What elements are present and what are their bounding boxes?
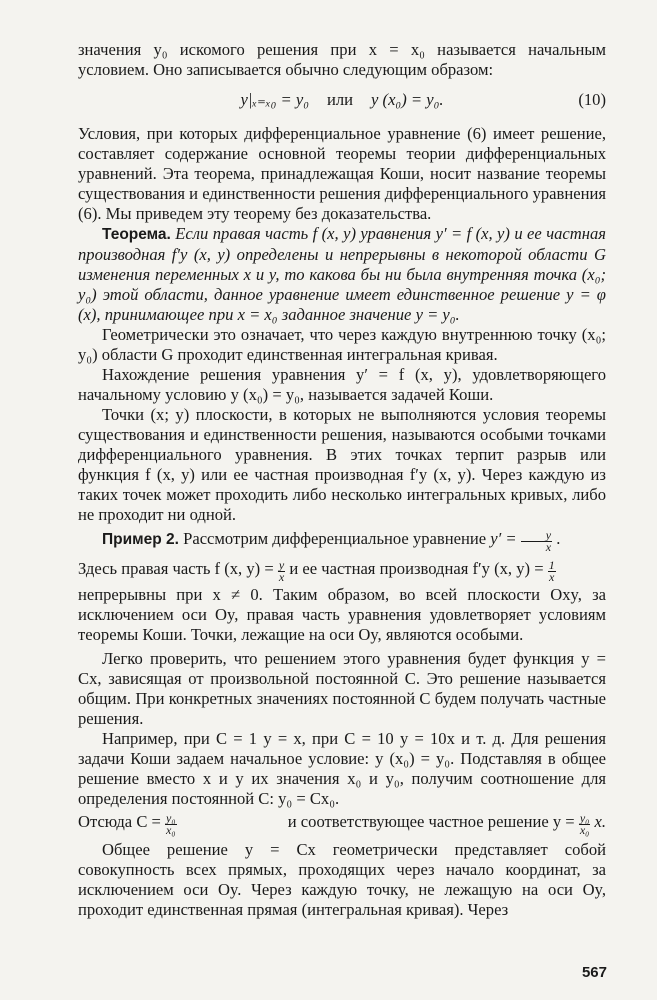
equation-10 — [78, 89, 606, 111]
paragraph-general-solution: Легко проверить, что решением этого уравнения будет функция y = Cx, зависящая от произвольной постоянной C. Это решение называется общим. При конкретных значениях постоянной C будем получать частные решения. — [78, 649, 606, 728]
fraction-y-over-x: $\frac{y}{x}$ — [521, 530, 552, 553]
example-rest: непрерывны при x ≠ 0. Таким образом, во всей плоскости Oxy, за исключением оси Oy, правая часть уравнения удовлетворяет условиям теоремы Коши. Точки, лежащие на оси Oy, являются особыми. — [78, 585, 606, 644]
paragraph-initial-condition: значения y₀ искомого решения при x = x₀ называется начальным условием. Оно записывается обычно следующим образом: — [78, 40, 606, 79]
example-eq-lhs: y′ = — [490, 529, 517, 548]
paragraph-cauchy-problem: Нахождение решения уравнения y′ = f (x, y), удовлетворяющего начальному условию y (x₀) = y₀, называется задачей Коши. — [78, 365, 606, 404]
paragraph-hence: Отсюда C = $\frac{\text{y₀}}{\text{x₀}}$ и соответствующее частное решение y = $\frac{\text{y₀}}{\text{x₀}}$ x. — [78, 811, 606, 837]
paragraph-singular-points: Точки (x; y) плоскости, в которых не выполняются условия теоремы существования и единственности решения, называются особыми точками дифференциального уравнения. В этих точках терпит разрыв или функция f (x, y) или ее частная производная f′y (x, y). Через каждую из таких точек может проходить либо несколько интегральных кривых, либо не проходит ни одной. — [78, 405, 606, 524]
fraction-y0-over-x0-2: $\frac{\text{y₀}}{\text{x₀}}$ — [579, 811, 590, 837]
fraction-y-over-x-2: $\frac{y}{x}$ — [278, 558, 285, 584]
example-lead: Рассмотрим дифференциальное уравнение — [183, 529, 487, 548]
example-line-2: Здесь правая часть f (x, y) = $\frac{y}{x}$ и ее частная производная f′y (x, y) = $\frac{1}{x}$ — [78, 558, 555, 584]
equation-number: (10) — [578, 90, 606, 109]
page-body — [78, 40, 606, 920]
theorem-heading: Теорема. — [102, 226, 171, 243]
paragraph-conditions: Условия, при которых дифференциальное уравнение (6) имеет решение, составляет содержание основной теоремы теории дифференциальных уравнений. Эта теорема, принадлежащая Коши, носит название теоремы существования и единственности решения дифференциального уравнения (6). Мы приведем эту теорему без доказательства. — [78, 124, 606, 223]
example-2 — [78, 529, 606, 645]
equation-or: или — [326, 90, 354, 109]
theorem — [78, 224, 606, 325]
page-number: 567 — [581, 964, 607, 981]
fraction-1-over-x: $\frac{1}{x}$ — [548, 558, 555, 584]
example-heading: Пример 2. — [102, 531, 179, 548]
paragraph-geometric: Геометрически это означает, что через каждую внутреннюю точку (x₀; y₀) области G проходит единственная интегральная кривая. — [78, 325, 606, 364]
equation-right: y (x₀) = y₀. — [371, 90, 444, 109]
equation-left: y|ₓ₌ₓ₀ = y₀ — [240, 90, 309, 109]
theorem-text: Если правая часть f (x, y) уравнения y′ = f (x, y) и ее частная производная f′y (x, y) определены и непрерывны в некоторой области G изменения переменных x и y, то какова бы ни была внутренняя точка (x₀; y₀) этой области, данное уравнение имеет единственное решение y = φ (x), принимающее при x = x₀ заданное значение y = y₀. — [78, 224, 607, 324]
paragraph-lines-through-origin: Общее решение y = Cx геометрически представляет собой совокупность всех прямых, проходящих через начало координат, за исключением оси Oy. Через каждую точку, не лежащую на оси Oy, проходит единственная прямая (интегральная кривая). Через — [78, 840, 606, 919]
fraction-y0-over-x0: $\frac{\text{y₀}}{\text{x₀}}$ — [166, 811, 176, 837]
paragraph-for-example: Например, при C = 1 y = x, при C = 10 y = 10x и т. д. Для решения задачи Коши задаем начальное условие: y (x₀) = y₀. Подставляя в общее решение вместо x и y их значения x₀ и y₀, получим соотношение для определения постоянной C: y₀ = Cx₀. — [78, 729, 606, 808]
example-lead-line: Пример 2. Рассмотрим дифференциальное уравнение y′ = $\frac{y}{x}$ . — [102, 528, 561, 554]
